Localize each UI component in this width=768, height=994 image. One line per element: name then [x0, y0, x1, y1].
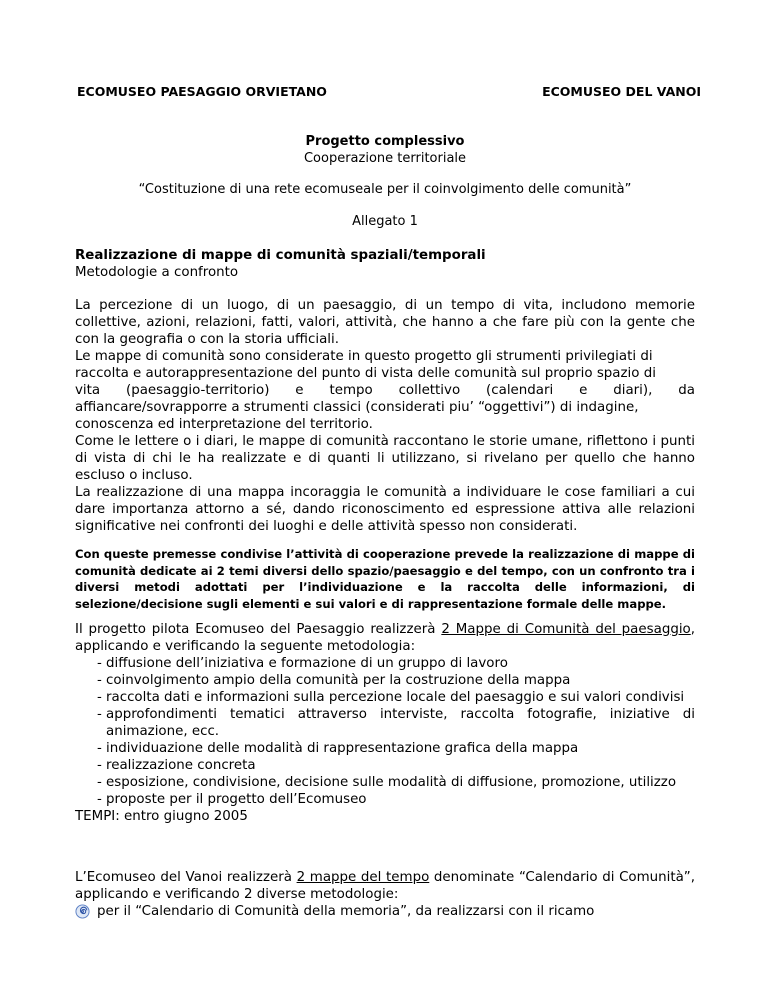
- vanoi-bullet-1-text: per il “Calendario di Comunità della memoria”, da realizzarsi con il ricamo: [97, 904, 595, 919]
- spiral-bullet-icon: [75, 904, 90, 919]
- list-item: - esposizione, condivisione, decisione sulle modalità di diffusione, promozione, utilizzo: [97, 775, 677, 790]
- paragraph-1: La percezione di un luogo, di un paesaggio, di un tempo di vita, includono memorie collettive, azioni, relazioni, fatti, valori, attività, che hanno a che fare più con la gente che con la geografia o con la storia ufficiali.: [75, 298, 695, 347]
- pilot-intro-b: , applicando e verificando la seguente metodologia:: [75, 622, 695, 654]
- allegato-label: Allegato 1: [352, 214, 418, 229]
- vanoi-intro-b: denominate “Calendario di Comunità”, applicando e verificando 2 diverse metodologie:: [75, 870, 695, 902]
- paragraph-2-line-5: conoscenza ed interpretazione del territorio.: [75, 417, 373, 432]
- pilot-method-list: [75, 655, 695, 808]
- pilot-section: [75, 621, 695, 825]
- intro-paragraphs: [75, 297, 695, 535]
- section-subheading: Metodologie a confronto: [75, 265, 239, 280]
- list-item: - individuazione delle modalità di rappresentazione grafica della mappa: [97, 741, 579, 756]
- vanoi-bullet-1: [75, 903, 695, 920]
- paragraph-2-line-3: vita (paesaggio-territorio) e tempo collettivo (calendari e diari), da: [75, 383, 695, 398]
- header-left: ECOMUSEO PAESAGGIO ORVIETANO: [77, 84, 327, 99]
- header-right: ECOMUSEO DEL VANOI: [542, 84, 701, 99]
- list-item: - diffusione dell’iniziativa e formazione di un gruppo di lavoro: [97, 656, 508, 671]
- list-item: - approfondimenti tematici attraverso interviste, raccolta fotografie, iniziative di animazione, ecc.: [97, 707, 695, 739]
- title-quote: “Costituzione di una rete ecomuseale per il coinvolgimento delle comunità”: [138, 182, 632, 197]
- section-heading: Realizzazione di mappe di comunità spaziali/temporali: [75, 248, 486, 263]
- pilot-intro: [75, 621, 695, 655]
- paragraph-2-line-1: Le mappe di comunità sono considerate in questo progetto gli strumenti privilegiati di: [75, 349, 653, 364]
- paragraph-2-line-2: raccolta e autorappresentazione del punto di vista delle comunità sul proprio spazio di: [75, 366, 656, 381]
- list-item: - proposte per il progetto dell’Ecomuseo: [97, 792, 367, 807]
- paragraph-3: Come le lettere o i diari, le mappe di comunità raccontano le storie umane, riflettono i punti di vista di chi le ha realizzate e di quanti li utilizzano, si rivelano per quello che hanno escluso o incluso.: [75, 434, 695, 483]
- paragraph-4: La realizzazione di una mappa incoraggia le comunità a individuare le cose familiari a cui dare importanza attorno a sé, dando riconoscimento ed espressione attiva alle relazioni significative nei confronti dei luoghi e delle attività spesso non considerati.: [75, 485, 695, 534]
- paragraph-2-line-4: affiancare/sovrapporre a strumenti classici (considerati piu’ “oggettivi”) di indagine,: [75, 400, 639, 415]
- list-item: - coinvolgimento ampio della comunità per la costruzione della mappa: [97, 673, 571, 688]
- title-sub: Cooperazione territoriale: [303, 151, 467, 166]
- pilot-intro-a: Il progetto pilota Ecomuseo del Paesaggio realizzerà: [75, 622, 442, 637]
- bold-paragraph-block: [75, 546, 695, 612]
- vanoi-intro: [75, 869, 695, 903]
- list-item: - raccolta dati e informazioni sulla percezione locale del paesaggio e sui valori condivisi: [97, 690, 685, 705]
- pilot-tempi: TEMPI: entro giugno 2005: [75, 809, 248, 824]
- vanoi-intro-a: L’Ecomuseo del Vanoi realizzerà: [75, 870, 297, 885]
- vanoi-intro-link: 2 mappe del tempo: [296, 870, 430, 885]
- section-heading-block: [75, 247, 695, 281]
- pilot-intro-link: 2 Mappe di Comunità del paesaggio: [441, 622, 691, 637]
- list-item: - realizzazione concreta: [97, 758, 256, 773]
- title-main: Progetto complessivo: [305, 134, 465, 149]
- vanoi-section: [75, 869, 695, 920]
- bold-paragraph: Con queste premesse condivise l’attività di cooperazione prevede la realizzazione di mappe di comunità dedicate ai 2 temi diversi dello spazio/paesaggio e del tempo, con un confronto tra i diversi metodi adottati per l’individuazione e la raccolta delle informazioni, di selezione/decisione sugli elementi e sui valori e di rappresentazione formale delle mappe.: [75, 547, 695, 611]
